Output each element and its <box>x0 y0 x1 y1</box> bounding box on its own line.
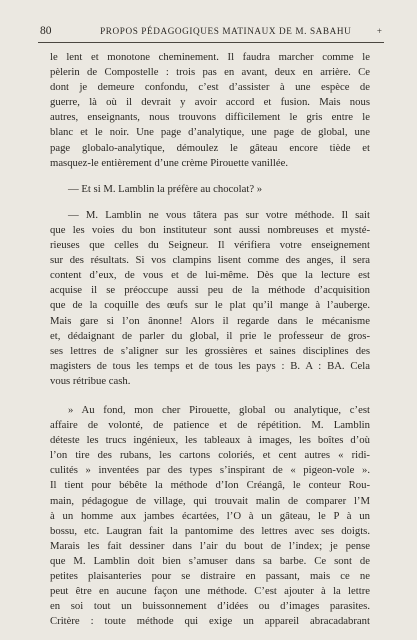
text-line: l’on tire des rubans, les cartons coloriés, et cent autres « ridi- <box>50 449 370 462</box>
text-line: content d’eux, de vous et de lui-même. Dès que la lecture est <box>50 269 370 282</box>
text-line: déteste les trucs ingénieux, les tableaux à images, les boîtes d’où <box>50 434 370 447</box>
paragraph <box>50 208 370 389</box>
text-line: bossu, etc. Laugran fait la pantomime des lettres avec ses doigts. <box>50 524 370 537</box>
paragraph <box>50 50 370 171</box>
page-number: 80 <box>40 25 52 37</box>
text-line: dont je demeure confondu, c’est d’assister à une espèce de <box>50 81 370 94</box>
text-line: le lent et monotone cheminement. Il faudra marcher comme le <box>50 51 370 63</box>
running-head <box>40 25 382 39</box>
text-line: ses lettres de s’aligner sur les grossières et saines disciplines des <box>50 344 370 357</box>
running-mark: + <box>376 26 382 36</box>
text-line: à un homme aux jambes écartées, l’O à un gâteau, le P à un <box>50 509 370 522</box>
text-line: peut être en aucune façon une méthode. C’est ajouter à la lettre <box>50 585 370 598</box>
text-line: que M. Lamblin doit bien s’amuser dans sa barbe. Ce sont de <box>50 554 370 567</box>
text-line: petites plaisanteries pour se distraire en passant, mais ce ne <box>50 570 370 582</box>
text-line: et, dédaignant de parler du global, il prie le professeur de gros- <box>50 329 370 342</box>
body-text <box>50 50 370 629</box>
text-line: sur des résultats. Si vos clampins lisent comme des anges, il sera <box>50 254 370 267</box>
text-line: Mais gare si l’on ânonne! Alors il regarde dans le mécanisme <box>50 314 370 327</box>
text-line: page globalo-analytique, démoulez le gâteau encore tiède et <box>50 141 370 154</box>
paragraph <box>50 182 370 197</box>
text-line: vous rétribue cash. <box>50 374 131 387</box>
text-line: Critère : toute méthode qui exige un appareil abracadabrant <box>50 615 370 628</box>
text-line: rieuses que celles du Seigneur. Il vérifiera votre enseignement <box>50 239 370 252</box>
text-line: — M. Lamblin ne vous tâtera pas sur votre méthode. Il sait <box>68 208 370 221</box>
text-line: » Au fond, mon cher Pirouette, global ou analytique, c’est <box>68 403 370 416</box>
text-line: Il tient pour bébête la méthode d’Ion Créangâ, le conteur Rou- <box>50 479 370 492</box>
text-line: acquise il se préoccupe aussi peu de la méthode d’acquisition <box>50 284 370 297</box>
text-line: guerre, là où il devrait y avoir accord et fusion. Mais nous <box>50 96 370 109</box>
text-line: pèlerin de Compostelle : trois pas en avant, deux en arrière. Ce <box>50 66 370 79</box>
paragraph <box>50 403 370 629</box>
text-line: affaire de volonté, de patience et de répétition. M. Lamblin <box>50 419 370 432</box>
text-line: main, pédagogue de village, qui trouvait malin de comparer l’M <box>50 494 370 507</box>
text-line: en soi tout un buissonnement d’idées ou d’images parasites. <box>50 600 370 613</box>
text-line: autres, enseignants, nous trouvons difficilement le gris entre le <box>50 111 370 124</box>
text-line: que de la coquille des œufs sur le plat qu’il mange à l’auberge. <box>50 299 370 312</box>
text-line: blanc et le noir. Une page d’analytique, une page de global, une <box>50 126 370 139</box>
text-line: masquez-le entièrement d’une crème Pirouette vanillée. <box>50 156 288 169</box>
text-line: — Et si M. Lamblin la préfère au chocolat? » <box>68 182 263 195</box>
text-line: que les voies du bon instituteur sont aussi nombreuses et mysté- <box>50 223 370 236</box>
text-line: culités » inventées par des types s’inspirant de « pigeon-vole ». <box>50 464 370 477</box>
text-line: Marais les fait dessiner dans l’air du bout de l’index; je pense <box>50 539 370 552</box>
text-line: magisters de tous les temps et de tous les pays : B. A : BA. Cela <box>50 359 370 372</box>
running-title: PROPOS PÉDAGOGIQUES MATINAUX DE M. SABAHU <box>100 26 352 36</box>
header-rule <box>38 42 384 43</box>
